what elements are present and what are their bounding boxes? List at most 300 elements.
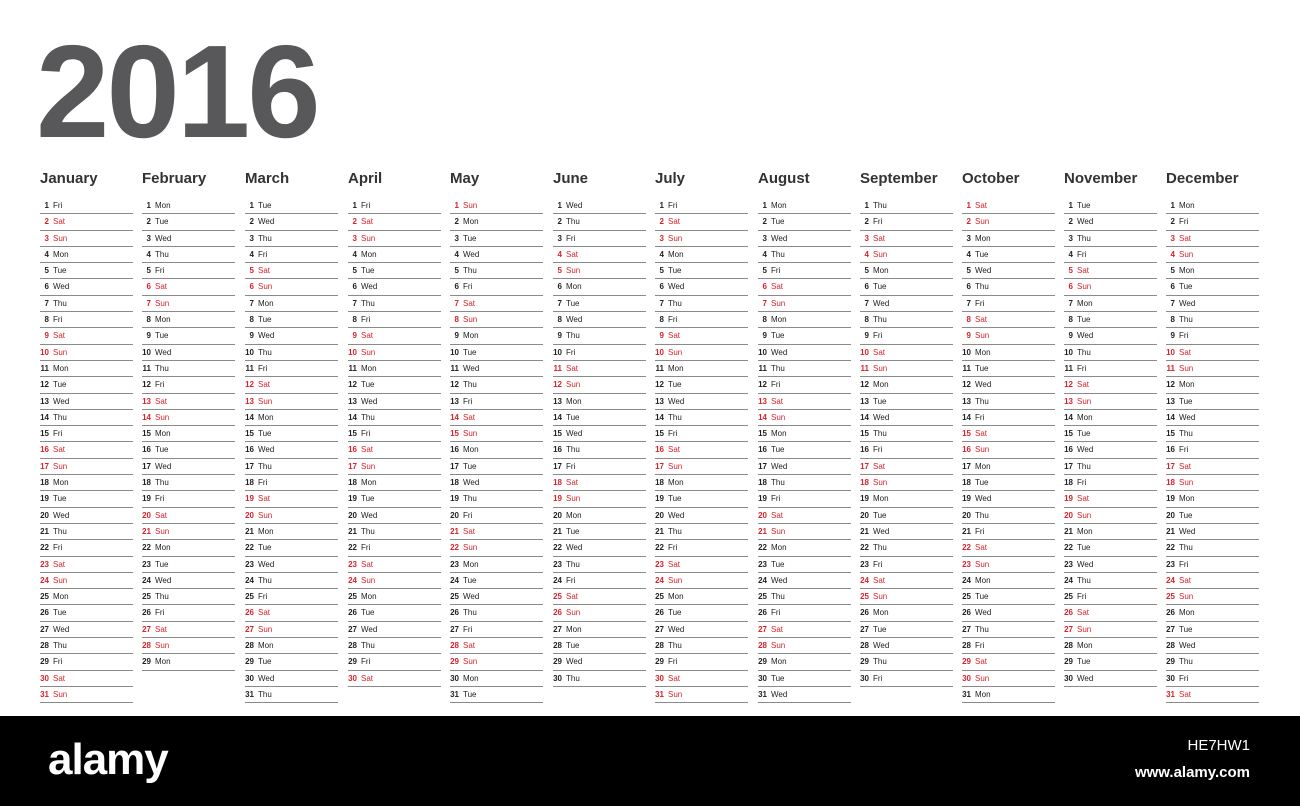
day-number: 9 [146,331,151,341]
day-row [758,328,851,344]
day-row [962,328,1055,344]
weekday-label: Sat [873,461,886,471]
day-row [1064,328,1157,344]
day-row [758,231,851,247]
day-row [142,410,235,426]
day-number: 3 [659,233,664,243]
day-number: 29 [758,657,767,667]
weekday-label: Mon [668,478,684,488]
day-row [245,557,338,573]
weekday-label: Sat [771,510,784,520]
day-row [1166,345,1259,361]
day-row [962,442,1055,458]
day-number: 12 [553,380,562,390]
weekday-label: Sun [463,429,478,439]
day-row [655,540,748,556]
day-row [553,508,646,524]
day-row [655,475,748,491]
day-row [655,573,748,589]
weekday-label: Sat [258,608,271,618]
day-number: 4 [557,249,562,259]
day-row [1166,214,1259,230]
day-row [962,394,1055,410]
day-row [553,589,646,605]
day-row [142,263,235,279]
weekday-label: Tue [361,380,375,390]
weekday-label: Mon [668,249,684,259]
day-number: 11 [450,363,459,373]
weekday-label: Wed [566,201,583,210]
day-row [348,459,441,475]
weekday-label: Wed [1179,526,1196,536]
day-number: 29 [245,657,254,667]
day-row [40,279,133,295]
weekday-label: Sun [873,363,888,373]
weekday-label: Sat [258,494,271,504]
day-row [655,557,748,573]
day-row [655,214,748,230]
day-number: 7 [454,298,459,308]
day-number: 5 [1170,266,1175,276]
day-row [962,312,1055,328]
day-row [1064,671,1157,687]
month-name: March [245,170,290,187]
day-row [40,198,133,214]
day-number: 25 [348,592,357,602]
day-number: 25 [450,592,459,602]
weekday-label: Sat [566,249,579,259]
day-row [40,654,133,670]
weekday-label: Fri [53,543,63,553]
day-number: 2 [454,217,459,227]
day-number: 26 [758,608,767,618]
day-number: 17 [758,461,767,471]
weekday-label: Sat [668,673,681,683]
day-row [553,361,646,377]
day-row [40,231,133,247]
weekday-label: Wed [873,526,890,536]
day-number: 16 [245,445,254,455]
day-row [860,312,953,328]
weekday-label: Fri [463,396,473,406]
weekday-label: Thu [566,331,580,341]
weekday-label: Thu [771,363,785,373]
day-row [655,508,748,524]
weekday-label: Thu [975,282,989,292]
day-row [758,312,851,328]
day-number: 13 [1166,396,1175,406]
day-number: 2 [762,217,767,227]
weekday-label: Sat [668,559,681,569]
weekday-label: Wed [975,494,992,504]
day-row [245,573,338,589]
day-number: 17 [860,461,869,471]
day-row [962,279,1055,295]
day-row [348,557,441,573]
day-number: 4 [454,249,459,259]
weekday-label: Wed [463,363,480,373]
day-row [655,312,748,328]
weekday-label: Thu [668,641,682,651]
day-number: 19 [450,494,459,504]
weekday-label: Sat [361,217,374,227]
weekday-label: Thu [1179,429,1193,439]
day-number: 12 [348,380,357,390]
day-list [450,198,543,703]
day-row [142,345,235,361]
day-number: 18 [1166,478,1175,488]
day-number: 1 [44,201,49,210]
day-number: 11 [1166,363,1175,373]
day-row [40,671,133,687]
weekday-label: Mon [53,478,69,488]
day-row [450,508,543,524]
day-row [860,638,953,654]
day-number: 16 [758,445,767,455]
day-number: 25 [40,592,49,602]
day-number: 24 [655,575,664,585]
weekday-label: Wed [53,282,70,292]
day-number: 5 [557,266,562,276]
day-row [655,263,748,279]
weekday-label: Sun [155,526,170,536]
day-row [142,654,235,670]
weekday-label: Sat [668,331,681,341]
weekday-label: Wed [53,396,70,406]
day-number: 6 [762,282,767,292]
day-row [40,459,133,475]
weekday-label: Tue [463,461,477,471]
day-row [1064,622,1157,638]
day-row [860,214,953,230]
weekday-label: Fri [1179,673,1189,683]
day-number: 11 [245,363,254,373]
day-row [962,459,1055,475]
day-number: 27 [142,624,151,634]
weekday-label: Sun [1179,478,1194,488]
day-number: 20 [758,510,767,520]
weekday-label: Fri [975,412,985,422]
day-row [758,279,851,295]
weekday-label: Sun [668,575,683,585]
month-april [348,168,441,687]
weekday-label: Fri [873,217,883,227]
weekday-label: Thu [155,363,169,373]
weekday-label: Sun [463,315,478,325]
day-number: 9 [864,331,869,341]
day-row [860,247,953,263]
day-number: 26 [860,608,869,618]
day-row [1166,312,1259,328]
day-row [142,589,235,605]
day-row [1166,638,1259,654]
day-number: 19 [142,494,151,504]
day-number: 19 [245,494,254,504]
day-number: 13 [655,396,664,406]
day-number: 27 [962,624,971,634]
weekday-label: Thu [53,641,67,651]
day-number: 28 [142,641,151,651]
weekday-label: Thu [975,396,989,406]
day-row [245,263,338,279]
weekday-label: Wed [155,233,172,243]
weekday-label: Thu [1077,461,1091,471]
day-number: 13 [553,396,562,406]
day-row [860,279,953,295]
weekday-label: Sat [361,559,374,569]
day-row [348,605,441,621]
weekday-label: Fri [258,592,268,602]
day-number: 2 [249,217,254,227]
weekday-label: Mon [258,412,274,422]
day-number: 17 [1064,461,1073,471]
month-name: July [655,170,686,187]
weekday-label: Tue [258,429,272,439]
day-row [962,622,1055,638]
day-number: 4 [1068,249,1073,259]
weekday-label: Wed [873,298,890,308]
day-number: 25 [245,592,254,602]
weekday-label: Tue [566,412,580,422]
day-row [860,328,953,344]
weekday-label: Tue [1077,315,1091,325]
weekday-label: Thu [771,478,785,488]
day-row [348,524,441,540]
day-row [758,296,851,312]
day-row [1064,198,1157,214]
day-number: 3 [864,233,869,243]
day-number: 30 [553,673,562,683]
weekday-label: Fri [53,429,63,439]
day-number: 11 [860,363,869,373]
day-row [655,361,748,377]
weekday-label: Wed [1077,331,1094,341]
day-row [553,394,646,410]
day-number: 13 [348,396,357,406]
day-row [245,459,338,475]
weekday-label: Thu [1179,543,1193,553]
weekday-label: Sat [1077,494,1090,504]
day-row [142,279,235,295]
day-number: 20 [142,510,151,520]
day-number: 16 [348,445,357,455]
day-row [348,361,441,377]
month-june [553,168,646,687]
day-number: 1 [249,201,254,210]
day-row [450,198,543,214]
weekday-label: Thu [361,298,375,308]
day-row [450,312,543,328]
weekday-label: Mon [361,592,377,602]
day-number: 22 [553,543,562,553]
day-number: 8 [557,315,562,325]
day-number: 1 [659,201,664,210]
day-row [450,328,543,344]
day-number: 13 [142,396,151,406]
day-number: 3 [966,233,971,243]
day-row [142,247,235,263]
day-number: 12 [1064,380,1073,390]
day-number: 29 [1166,657,1175,667]
day-row [142,638,235,654]
weekday-label: Sun [53,575,68,585]
weekday-label: Mon [361,249,377,259]
day-number: 2 [659,217,664,227]
day-number: 26 [450,608,459,618]
weekday-label: Sat [668,445,681,455]
day-row [553,540,646,556]
weekday-label: Sun [975,673,990,683]
day-row [962,361,1055,377]
weekday-label: Fri [361,657,371,667]
weekday-label: Sun [1077,510,1092,520]
weekday-label: Sat [53,673,66,683]
day-number: 22 [655,543,664,553]
day-number: 22 [1064,543,1073,553]
weekday-label: Thu [1077,575,1091,585]
day-row [348,573,441,589]
day-row [348,671,441,687]
day-row [40,573,133,589]
day-row [758,508,851,524]
day-number: 10 [962,347,971,357]
weekday-label: Fri [53,201,63,210]
day-row [450,687,543,703]
day-number: 21 [245,526,254,536]
day-number: 24 [553,575,562,585]
day-row [450,605,543,621]
weekday-label: Thu [771,249,785,259]
day-number: 29 [860,657,869,667]
day-number: 17 [348,461,357,471]
day-row [1064,589,1157,605]
day-row [142,540,235,556]
day-row [245,605,338,621]
day-list [758,198,851,703]
weekday-label: Mon [975,689,991,699]
day-number: 16 [860,445,869,455]
day-number: 22 [962,543,971,553]
weekday-label: Tue [873,510,887,520]
day-row [245,312,338,328]
weekday-label: Sat [155,282,168,292]
month-name: August [758,170,810,187]
weekday-label: Fri [668,657,678,667]
day-row [553,491,646,507]
day-number: 26 [245,608,254,618]
day-number: 6 [966,282,971,292]
weekday-label: Sun [1077,282,1092,292]
day-number: 17 [245,461,254,471]
weekday-label: Mon [155,201,171,210]
day-row [655,231,748,247]
weekday-label: Fri [668,315,678,325]
weekday-label: Sun [53,347,68,357]
day-number: 27 [655,624,664,634]
site-url: www.alamy.com [1134,764,1250,781]
weekday-label: Thu [668,526,682,536]
day-number: 27 [245,624,254,634]
weekday-label: Wed [1179,298,1196,308]
day-row [1166,198,1259,214]
day-row [40,508,133,524]
day-number: 31 [450,689,459,699]
weekday-label: Thu [1179,315,1193,325]
day-number: 17 [553,461,562,471]
day-number: 5 [44,266,49,276]
weekday-label: Mon [155,657,171,667]
day-row [553,214,646,230]
day-number: 24 [348,575,357,585]
day-row [348,214,441,230]
weekday-label: Fri [258,363,268,373]
day-row [40,442,133,458]
day-row [1166,573,1259,589]
day-number: 10 [655,347,664,357]
weekday-label: Fri [361,429,371,439]
weekday-label: Sun [53,461,68,471]
day-number: 28 [655,641,664,651]
day-row [1166,540,1259,556]
weekday-label: Sat [1077,266,1090,276]
day-number: 13 [40,396,49,406]
weekday-label: Sat [361,445,374,455]
day-row [758,605,851,621]
day-number: 11 [142,363,151,373]
day-row [758,345,851,361]
day-row [450,247,543,263]
day-number: 23 [553,559,562,569]
day-number: 24 [1166,575,1175,585]
day-row [962,687,1055,703]
day-number: 5 [146,266,151,276]
weekday-label: Mon [668,592,684,602]
weekday-label: Sun [1077,396,1092,406]
weekday-label: Wed [463,478,480,488]
weekday-label: Wed [155,575,172,585]
day-row [1064,377,1157,393]
day-number: 2 [44,217,49,227]
month-march [245,168,338,703]
weekday-label: Wed [668,396,685,406]
day-row [655,394,748,410]
day-number: 5 [352,266,357,276]
day-row [450,410,543,426]
day-number: 4 [146,249,151,259]
day-row [348,377,441,393]
weekday-label: Mon [463,559,479,569]
weekday-label: Tue [463,347,477,357]
day-number: 29 [40,657,49,667]
weekday-label: Sun [361,347,376,357]
day-row [758,622,851,638]
day-row [962,654,1055,670]
day-row [553,377,646,393]
day-row [962,557,1055,573]
weekday-label: Sun [155,298,170,308]
day-number: 8 [146,315,151,325]
weekday-label: Tue [53,380,67,390]
weekday-label: Thu [566,445,580,455]
day-number: 8 [352,315,357,325]
day-number: 11 [962,363,971,373]
day-list [142,198,235,671]
day-row [655,638,748,654]
day-number: 1 [146,201,151,210]
day-number: 18 [758,478,767,488]
day-number: 1 [864,201,869,210]
weekday-label: Wed [258,559,275,569]
